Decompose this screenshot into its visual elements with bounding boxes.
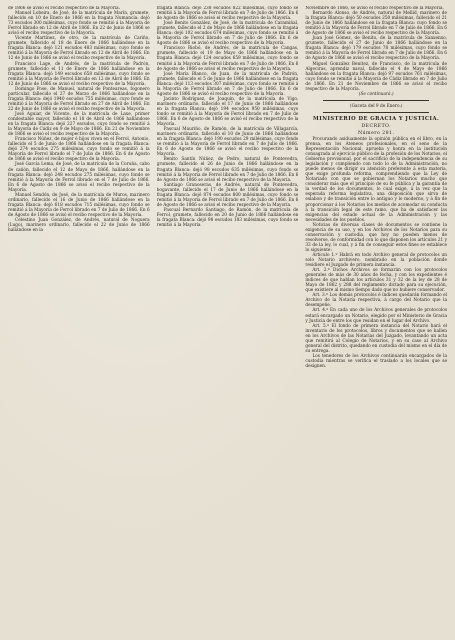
section-divider <box>323 112 429 113</box>
paragraph: Jacinto Rodríguez, de Joaquín, de la matrícula de Vigo, marinero ordinario, fallecido el 17 de Junio de 1866 hallándose en la fragata Blanca: dejó 194 escudos 950 milésimas, cuyo fondo se remitió á la Mayoría de Ferrol librado en 7 de Julio de 1866. En 6 de Agosto de 1866 se avisó el recibo respectivo de la Mayoría. <box>156 96 299 128</box>
paragraph: Artículo 1.º Habrá en todo Archivo general de protocolos un solo Notario archivero, nombrado en la población donde residiere el Juzgado de primera instancia. <box>305 252 448 269</box>
section-subheading: Número 281. <box>357 130 395 136</box>
paragraph: Miguel González Benítez, de Francisco, de la matrícula de Algeciras, aprendiz naval, fallecido el 4 de Mayo de 1866 hallándose en la fragata Blanca: dejó 97 escudos 761 milésimas, cuyo fondo se remitió á la Mayoría de Cádiz librado en 7 de Julio de 1866. En 21 de Noviembre de 1866 se avisó el recibo respectivo de la Mayoría. <box>305 61 448 92</box>
paragraph: Art. 4.º En cada uno de los Archivos generales de protocolos estará encargado un Notario, elegido por el Ministerio de Gracia y Justicia de entre los que residan en el lugar del Archivo. <box>305 308 448 324</box>
paragraph: José Benito González, de José, de la matrícula de Caramiñal, grumete, fallecido el 2 de Mayo de 1866 hallándose en la fragata Blanca: dejó 102 escudos 674 milésimas, cuyo fondo se remitió á la Mayoría de Ferrol librado en 7 de Julio de 1866. En 6 de Agosto de 1866 se avisó el recibo respectivo de la Mayoría. <box>156 21 299 47</box>
paragraph: Bernardo Alonso, de Andrés, natural de Mellid, marinero de la fragata Blanca: dejó 50 escudos 250 milésimas, fallecido el 21 de Junio de 1866 hallándose en la fragata Blanca: cuyo fondo se remitió á la Mayoría de Ferrol librado en 7 de Julio de 1866. En 6 de Agosto de 1866 se avisó el recibo respectivo de la Mayoría. <box>305 11 448 37</box>
paragraph: Manuel Sendón, de José, de la matrícula de Muros, marinero ordinario, fallecido el 16 de Junio de 1866 hallándose en la fragata Blanca: dejó 618 escudos 715 milésimas, cuyo fondo se remitió á la Mayoría de Ferrol librado en 7 de Julio de 1866. En 6 de Agosto de 1866 se avisó el recibo respectivo de la Mayoría. <box>8 192 150 218</box>
paragraph: (Se continuará.) <box>358 91 394 97</box>
paragraph: Manuel Lobeira, de José, de la matrícula de Marín, grumete, fallecido en 10 de Enero de 1866 en la fragata Numancia: dejó 73 escudos 300 milésimas, cuyo fondo se remitió á la Mayoría de Ferrol librado en 12 de Abril de 1866. En 22 de Junio de 1866 se avisó el recibo respectivo de la Mayoría. <box>8 11 150 37</box>
section-subheading: DECRETO. <box>361 123 392 129</box>
paragraph: José María Blanco, de Juan, de la matrícula de Padrón, grumete, fallecido el 5 de Junio de 1866 hallándose en la fragata Blanca: dejó 113 escudos 307 milésimas, cuyo fondo se remitió á la Mayoría de Ferrol librado en 7 de Julio de 1866. En 6 de Agosto de 1866 se avisó el recibo respectivo de la Mayoría. <box>156 71 299 97</box>
paragraph: fragata Blanca: dejó 238 escudos 822 milésimas, cuyo fondo se remitió á la Mayoría de Ferrol librado en 7 de Julio de 1866. En 6 de Agosto de 1866 se avisó el recibo respectivo de la Mayoría. <box>156 6 299 22</box>
paragraph: José Aguiar, de Vicente, de la matrícula de Laxe, primer condestable mayor, fallecido el 18 de Abril de 1866 hallándose en la fragata Blanca: dejó 227 escudos, cuyo fondo se remitió á la Mayoría de Cádiz en 9 de Mayo de 1866. En 21 de Noviembre de 1866 se avisó el recibo respectivo de la Mayoría. <box>8 111 150 138</box>
text-column-1 <box>8 6 150 634</box>
paragraph: José García Lema, de José, de la matrícula de la Coruña, cabo de cañón, fallecido el 12 de Mayo de 1866, hallándose en la fragata Blanca: dejó 248 escudos 275 milésimas, cuyo fondo se remitió á la Mayoría de Ferrol librado en el 7 de Julio de 1866. En 6 de Agosto de 1866 se avisó el recibo respectivo de la Mayoría. <box>8 162 150 193</box>
paragraph: Pascual Bernardo Santiago, de Ramón, de la matrícula de Ferrol, grumete, fallecido en 20 de Junio de 1866 hallándose en la fragata Blanca: dejó 98 escudos 183 milésimas, cuyo fondo se remitió á la Mayoría <box>156 207 299 229</box>
paragraph: Juan José Gómez, de Benito, de la matrícula de Sanxenxo, grumete, fallecido el 27 de Junio de 1866 hallándose en la fragata Blanca: dejó 179 escudos 78 milésimas, cuyo fondo se remitió á la Mayoría de Ferrol librado en 7 de Julio de 1866. En 6 de Agosto de 1866 se avisó el recibo respectivo de la Mayoría. <box>305 36 448 62</box>
section-divider <box>323 100 429 101</box>
paragraph: Santiago Granoseras, de Andrés, natural de Pontevedra, bogavante, fallecido el 17 de Junio de 1866 hallándose en la fragata Blanca: dejó 874 escudos 800 milésimas, cuyo fondo se remitió á la Mayoría de Ferrol librado en 7 de Julio de 1866. En 6 de Agosto de 1866 se avisó el recibo respectivo de la Mayoría. <box>156 182 299 208</box>
paragraph: Vicente Martínez, de otro, de la matrícula de Cariño, grumete, fallecido el 18 de Enero de 1866 hallándose en la fragata Blanca: dejó 121 escudos 483 milésimas, cuyo fondo se remitió á la Mayoría de Ferrol librado en 12 de Abril de 1866. En 12 de Junio de 1866 se avisó el recibo respectivo de la Mayoría. <box>8 36 150 62</box>
paragraph: Domingo Pose, de Manuel, natural de Ponteareas, fogonero particular, fallecido el 27 de Marzo de 1866 hallándose en la fragata Blanca: dejó 1940 escudos 755 milésimas, cuyo fondo se remitió á la Mayoría de Ferrol librado en 27 de Abril de 1866. En 22 de Junio de 1866 se avisó el recibo respectivo de la Mayoría. <box>8 86 150 112</box>
paragraph: de 1866 se avisó el recibo respectivo de la Mayoría. <box>8 6 121 11</box>
paragraph: Francisco Núñez, de mujer é hijos viven en el Ferrol, Antonio, fallecido el 5 de Junio de 1866 hallándose en la fragata Blanca: dejó 274 escudos 275 milésimas, cuyo fondo se remitió á la Mayoría de Ferrol librado el 7 de Julio de 1866. En 6 de Agosto de 1866 se avisó el recibo respectivo de la Mayoría. <box>8 137 150 163</box>
section-heading: MINISTERIO DE GRACIA Y JUSTICIA. <box>313 115 440 122</box>
paragraph: Art. 3.º Los demás protocolos é índices quedarán formando el Archivo de la Notaría respectiva, á cargo del Notario que la desempeñe. <box>305 293 448 309</box>
paragraph: Art. 5.º El fondo de primera instancia del Notario hará el inventario de los protocolos, libros y documentos que se hallen en los Archivos de las Notarías del Juzgado, levantando un acta que remitirá al Colegio de Notarios, y en su caso al Archivo general del distrito, quedando en custodia del mismo en el día de su entrega. <box>305 323 448 354</box>
text-column-3 <box>305 6 447 634</box>
paragraph: Noticias de diversas clases de documentos se contiene la exigencia de su uso, y en los Archivos de los Notarios para su conservación y custodia, que hoy no pueden menos de resolverse, de conformidad con lo que disponen los artículos 21 y 33 de la ley, lo cual, y á fin de conseguir estos fines se establece lo siguiente: <box>305 222 448 253</box>
paragraph: Procurando asiduamente la opinión pública en el libro, en la prensa, en los Ateneos profesionales, en el seno de la Representación Nacional, aprueba y honra en la institución consagrada al ejercicio público de la profesión de los Notarios, el Gobierno provisional, por el sacrificio de la independencia de su legislación y cumpliendo con todo lo de la Administración, no puede menos de dirigir su atención preferente á esta materia, que exige profunda reforma, comprendiendo que la Ley de Notariado con que se gobiernan los Notarios mucho que considerar más que el principio de su fe pública y la garantía de la verdad de los documentos, lo cual exige, á la vez que la esperada reforma legislativa, una disposición que sirva de eslabon y de transición entre lo antiguo y lo moderno, y á fin de proporcionar á los Notarios los medios de acomodar su conducta á la transición legal de este ramo, que ha de satisfacer las exigencias del estado actual de la Administración y las necesidades de los pueblos. <box>305 136 448 223</box>
paragraph: Celestino Juan González, de Andrés, natural de Noguera (Lugo), marinero ordinario, fallecido el 22 de Junio de 1866 hallándose en la <box>8 217 150 234</box>
paragraph: Art. 2.º Dichos Archivos se formarán con los protocolos generales de más de 30 años de fecha, y con los expedientes é índices de que hablan los artículos 31 y 32 de la ley de 28 de Mayo de 1862 y 288 del reglamento dictado para su ejecución, que existiere al mismo tiempo dado que no hubiere conservador. <box>305 268 448 294</box>
paragraph: Pascual Mauriño, de Ramón, de la matrícula de Villagarcía, marinero ordinario, fallecido el 10 de Junio de 1866 hallándose en la fragata Blanca: dejó 190 escudos 29 milésimas, cuyo fondo se remitió á la Mayoría de Ferrol librado en 7 de Julio de 1866. En 6 de Agosto de 1866 se avisó el recibo respectivo de la Mayoría. <box>156 127 299 158</box>
paragraph: Los tenedores de los Archivos continuarán encargados de la custodia mientras se verifica el traslado a los locales que se designen. <box>305 353 448 369</box>
paragraph: Noviembre de 1866, se avisó el recibo respectivo de la Mayoría. <box>305 6 444 11</box>
paragraph: Francisco Lage, de Andrés, de la matrícula de Padrón, grumete, fallecido el 11 de Enero de 1866 hallándose en la fragata Blanca: dejó 149 escudos 658 milésimas, cuyo fondo se remitió á la Mayoría de Ferrol librado en 12 de Abril de 1866. En 12 de Junio de 1866 se avisó el recibo respectivo de la Mayoría. <box>8 61 150 87</box>
paragraph: Francisco Riobó, de Andrés, de la matrícula de Cangas, grumete, fallecido el 19 de Mayo de 1866 hallándose en la fragata Blanca: dejó 124 escudos 659 milésimas, cuyo fondo se remitió á la Mayoría de Ferrol librado en 7 de Julio de 1866. En 6 de Agosto de 1866 se avisó el recibo respectivo de la Mayoría. <box>156 46 299 72</box>
text-column-2 <box>157 6 299 634</box>
paragraph: Benito Santín Núñez, de Pedro, natural de Pontevedra, grumete, fallecido el 26 de Junio de 1866 hallándose en la fragata Blanca: dejó 98 escudos 635 milésimas, cuyo fondo se remitió á la Mayoría de Ferrol librado en 7 de Julio de 1866. En 6 de Agosto de 1866 se avisó el recibo respectivo de la Mayoría. <box>156 157 299 183</box>
paragraph: (Gaceta del 9 de Enero.) <box>349 103 403 109</box>
